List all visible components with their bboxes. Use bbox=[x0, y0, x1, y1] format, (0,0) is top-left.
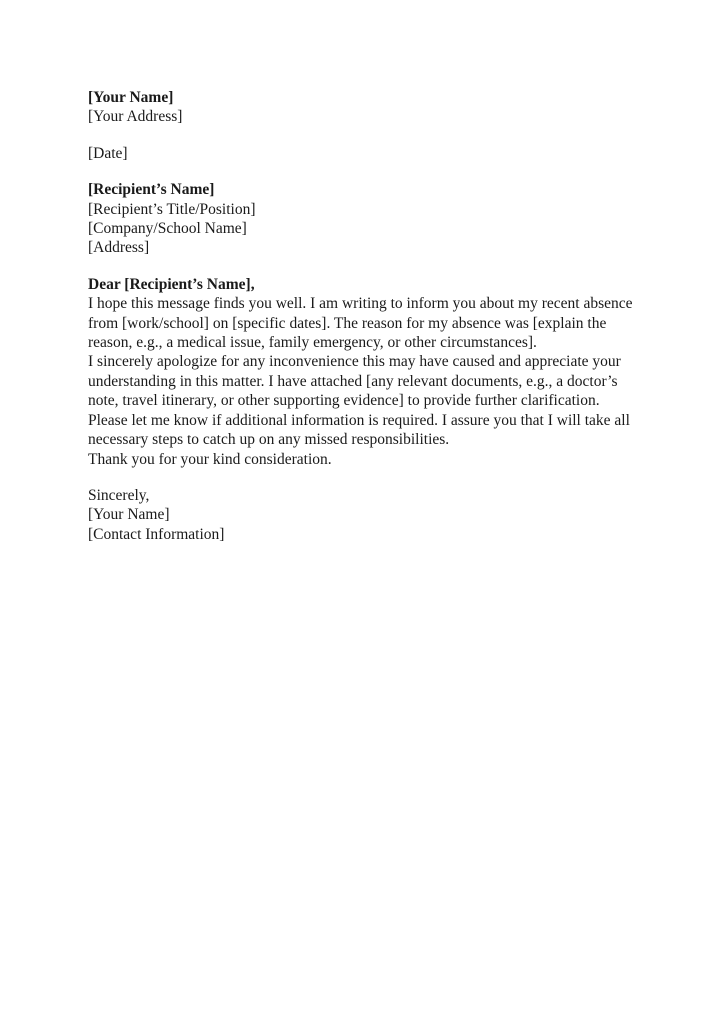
closing-valediction: Sincerely, bbox=[88, 486, 150, 504]
recipient-company: [Company/School Name] bbox=[88, 220, 247, 238]
body-paragraph-4: Thank you for your kind consideration. bbox=[88, 450, 332, 468]
recipient-address: [Address] bbox=[88, 239, 150, 257]
body-paragraph-1: I hope this message finds you well. I am writing to inform you about my recent absence from [work/school] on [specific dates]. The reason for my absence was [explain the reason, e.g., a medical issue, family emergency, or other circumstances]. bbox=[88, 295, 633, 352]
recipient-title: [Recipient’s Title/Position] bbox=[88, 200, 256, 218]
closing-contact: [Contact Information] bbox=[88, 525, 225, 543]
sender-address: [Your Address] bbox=[88, 108, 183, 126]
recipient-name: [Recipient’s Name] bbox=[88, 181, 215, 199]
salutation: Dear [Recipient’s Name], bbox=[88, 275, 255, 293]
date-line: [Date] bbox=[88, 144, 128, 162]
body-paragraph-3: Please let me know if additional information is required. I assure you that I will take all necessary steps to catch up on any missed responsibilities. bbox=[88, 411, 630, 449]
body-paragraph-2: I sincerely apologize for any inconvenience this may have caused and appreciate your understanding in this matter. I have attached [any relevant documents, e.g., a doctor’s note, travel itinerary, or other supporting evidence] to provide further clarification. bbox=[88, 353, 621, 410]
closing-name: [Your Name] bbox=[88, 506, 170, 524]
letter-content bbox=[88, 88, 640, 544]
sender-name: [Your Name] bbox=[88, 89, 174, 106]
